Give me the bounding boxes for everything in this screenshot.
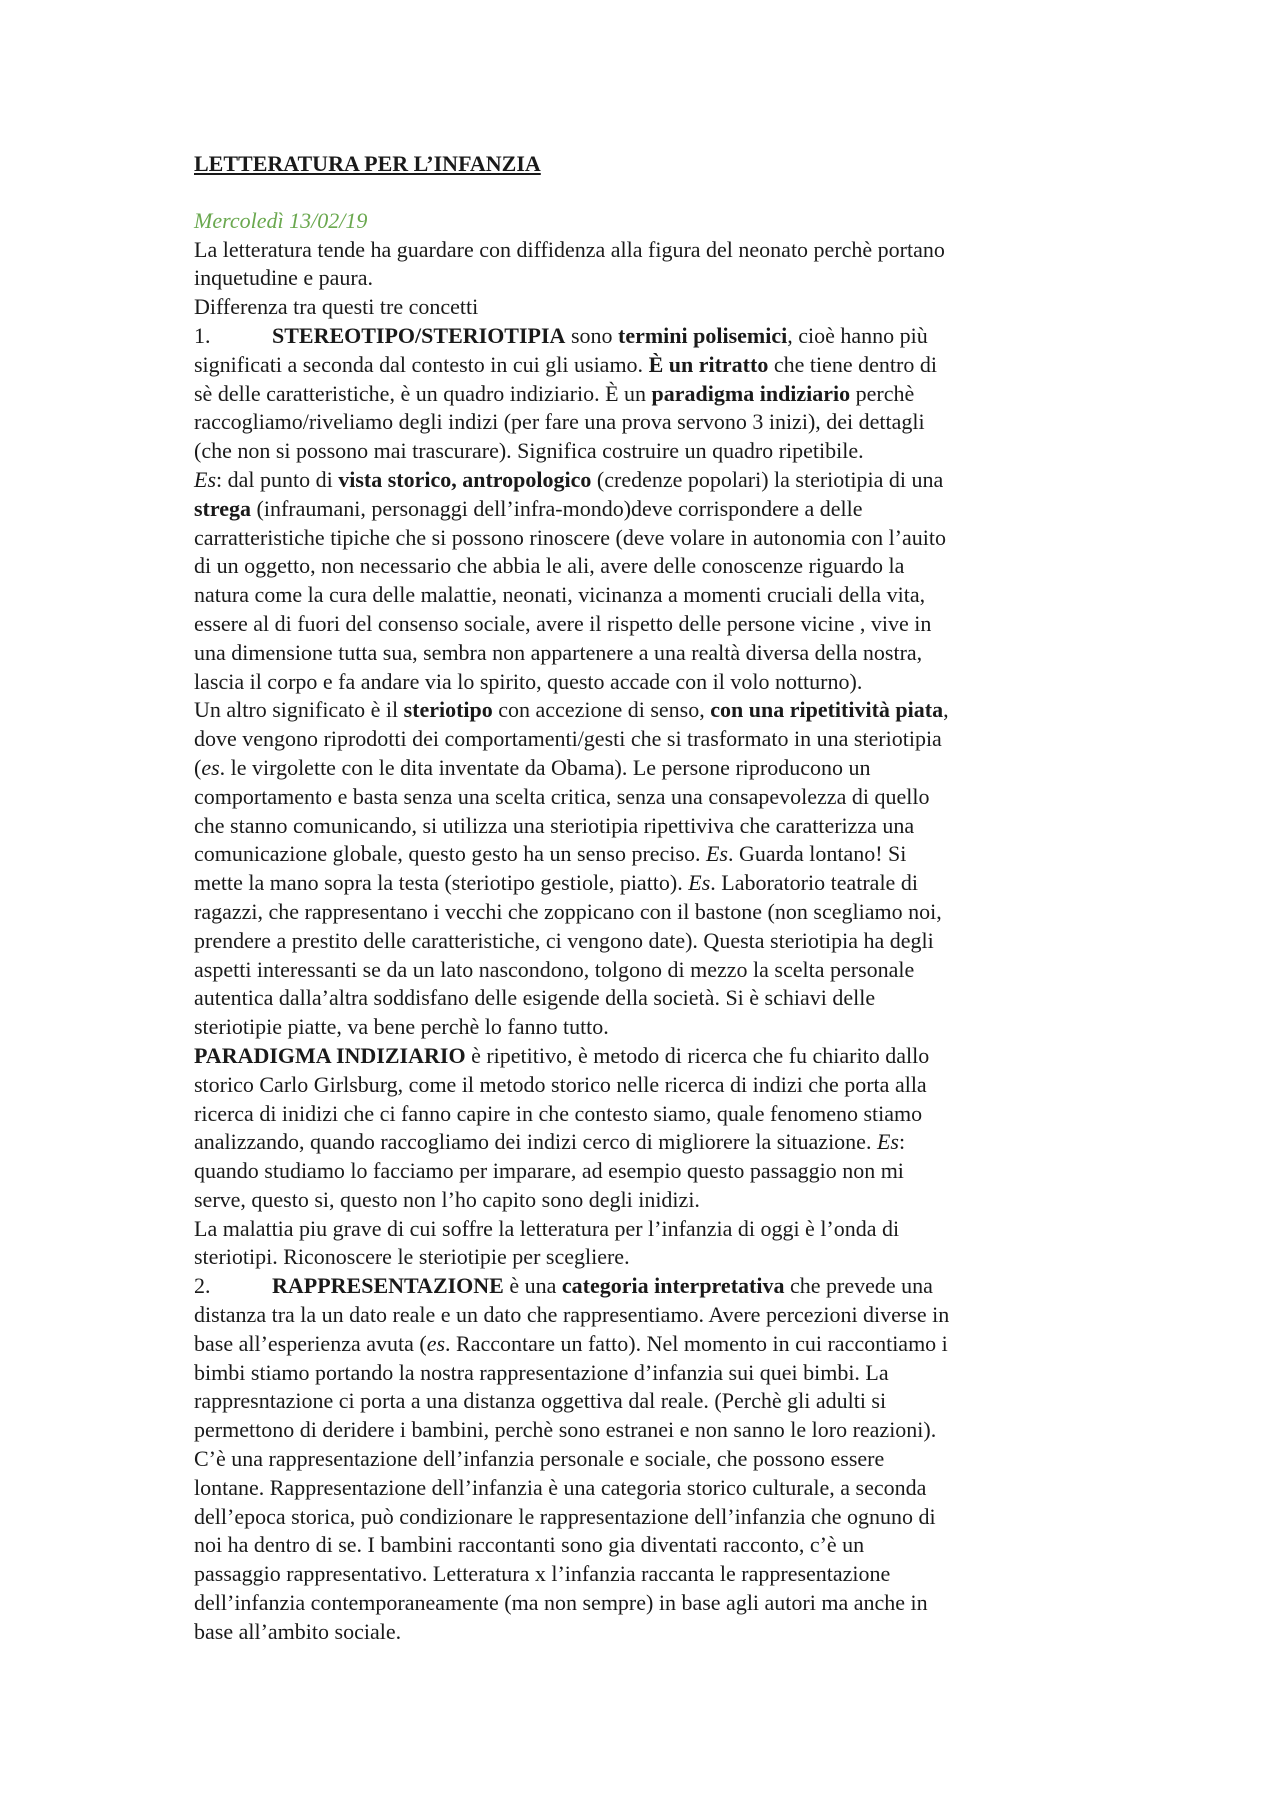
italic-text: Es <box>705 841 728 867</box>
text-segment: . Raccontare un fatto). Nel momento in cui raccontiamo i <box>445 1330 948 1356</box>
bold-text: RAPPRESENTAZIONE <box>272 1273 504 1299</box>
document-title: LETTERATURA PER L’INFANZIA <box>194 151 541 176</box>
text-segment: perchè <box>850 380 915 406</box>
text-line <box>194 984 1094 1013</box>
text-segment: La malattia piu grave di cui soffre la letteratura per l’infanzia di oggi è l’onda di <box>194 1215 900 1241</box>
list-number: 1. <box>194 322 211 348</box>
bold-text: strega <box>194 495 252 521</box>
text-line <box>194 754 1094 783</box>
text-segment: permettono di deridere i bambini, perchè sono estranei e non sanno le loro reazioni). <box>194 1417 937 1443</box>
text-segment: ( <box>194 754 202 780</box>
text-segment: lontane. Rappresentazione dell’infanzia è una categoria storico culturale, a seconda <box>194 1474 927 1500</box>
text-segment: una dimensione tutta sua, sembra non appartenere a una realtà diversa della nostra, <box>194 639 923 665</box>
text-line <box>194 1618 1094 1647</box>
text-segment: analizzando, quando raccogliamo dei indizi cerco di migliorere la situazione. <box>194 1129 877 1155</box>
text-segment: ricerca di inidizi che ci fanno capire in che contesto siamo, quale fenomeno stiamo <box>194 1100 923 1126</box>
text-line <box>194 1128 1094 1157</box>
text-segment: base all’esperienza avuta ( <box>194 1330 427 1356</box>
text-line <box>194 1301 1094 1330</box>
text-segment: è ripetitivo, è metodo di ricerca che fu chiarito dallo <box>465 1042 930 1068</box>
bold-text: STEREOTIPO/STERIOTIPIA <box>272 322 566 348</box>
text-line <box>194 293 1094 322</box>
text-segment: distanza tra la un dato reale e un dato che rappresentiamo. Avere percezioni diverse in <box>194 1302 950 1328</box>
text-line <box>194 668 1094 697</box>
text-segment: essere al di fuori del consenso sociale, avere il rispetto delle persone vicine , vive in <box>194 610 932 636</box>
text-segment: dell’epoca storica, può condizionare le rappresentazione dell’infanzia che ognuno di <box>194 1503 936 1529</box>
text-line <box>194 812 1094 841</box>
text-line <box>194 437 1094 466</box>
text-line <box>194 466 1094 495</box>
text-segment: . Guarda lontano! Si <box>727 841 907 867</box>
text-line <box>194 1071 1094 1100</box>
text-segment: raccogliamo/riveliamo degli indizi (per fare una prova servono 3 inizi), dei dettagli <box>194 409 925 435</box>
text-segment: inquetudine e paura. <box>194 265 373 291</box>
text-line <box>194 1387 1094 1416</box>
text-segment: passaggio rappresentativo. Letteratura x l’infanzia raccanta le rappresentazione <box>194 1561 891 1587</box>
bold-text: steriotipo <box>403 697 493 723</box>
text-line <box>194 581 1094 610</box>
text-segment: con accezione di senso, <box>492 697 711 723</box>
text-line <box>194 1272 1094 1301</box>
text-line <box>194 1100 1094 1129</box>
text-segment: natura come la cura delle malattie, neonati, vicinanza a momenti cruciali della vita, <box>194 582 926 608</box>
text-segment: steriotipi. Riconoscere le steriotipie per scegliere. <box>194 1244 630 1270</box>
bold-text: paradigma indiziario <box>651 380 851 406</box>
text-line <box>194 1013 1094 1042</box>
bold-text: termini polisemici <box>618 322 788 348</box>
text-line <box>194 1186 1094 1215</box>
text-line <box>194 1416 1094 1445</box>
text-line <box>194 1474 1094 1503</box>
text-line <box>194 1157 1094 1186</box>
text-line <box>194 1330 1094 1359</box>
text-segment: , <box>943 697 949 723</box>
text-segment: di un oggetto, non necessario che abbia le ali, avere delle conoscenze riguardo la <box>194 553 905 579</box>
text-line <box>194 1445 1094 1474</box>
text-line <box>194 898 1094 927</box>
text-segment: che stanno comunicando, si utilizza una steriotipia ripettiviva che caratterizza una <box>194 812 915 838</box>
text-line <box>194 1359 1094 1388</box>
text-segment: : <box>898 1129 906 1155</box>
text-line <box>194 380 1094 409</box>
text-line <box>194 1531 1094 1560</box>
bold-text: vista storico, antropologico <box>338 466 592 492</box>
text-segment: carratteristiche tipiche che si possono rinoscere (deve volare in autonomia con l’auito <box>194 524 946 550</box>
bold-text: PARADIGMA INDIZIARIO <box>194 1042 466 1068</box>
text-line <box>194 236 1094 265</box>
text-line <box>194 956 1094 985</box>
text-line <box>194 610 1094 639</box>
text-line <box>194 869 1094 898</box>
text-segment: (che non si possono mai trascurare). Significa costruire un quadro ripetibile. <box>194 438 864 464</box>
text-segment: comportamento e basta senza una scelta critica, senza una consapevolezza di quello <box>194 783 930 809</box>
text-segment: che tiene dentro di <box>768 351 937 377</box>
list-number: 2. <box>194 1273 211 1299</box>
document-body <box>194 236 1094 1647</box>
text-segment: lascia il corpo e fa andare via lo spirito, questo accade con il volo notturno). <box>194 668 863 694</box>
italic-text: Es <box>688 870 711 896</box>
italic-text: es <box>201 754 220 780</box>
text-segment: Differenza tra questi tre concetti <box>194 294 479 320</box>
text-segment: rappresntazione ci porta a una distanza oggettiva dal reale. (Perchè gli adulti si <box>194 1388 887 1414</box>
italic-text: Es <box>194 466 216 492</box>
text-line <box>194 1243 1094 1272</box>
text-line <box>194 1042 1094 1071</box>
text-segment: Un altro significato è il <box>194 697 404 723</box>
text-segment: è una <box>503 1273 562 1299</box>
text-line <box>194 351 1094 380</box>
text-line <box>194 696 1094 725</box>
text-line <box>194 840 1094 869</box>
text-segment: quando studiamo lo facciamo per imparare, ad esempio questo passaggio non mi <box>194 1158 904 1184</box>
text-segment: (infraumani, personaggi dell’infra-mondo)deve corrispondere a delle <box>251 495 863 521</box>
text-segment: significati a seconda dal contesto in cui gli usiamo. <box>194 351 649 377</box>
text-segment: sè delle caratteristiche, è un quadro indiziario. È un <box>194 380 652 406</box>
text-line <box>194 495 1094 524</box>
text-line <box>194 1503 1094 1532</box>
text-segment: : dal punto di <box>216 466 339 492</box>
text-segment: prendere a prestito delle caratteristiche, ci vengono date). Questa steriotipia ha degli <box>194 927 934 953</box>
text-line <box>194 1589 1094 1618</box>
text-line <box>194 927 1094 956</box>
text-segment: steriotipie piatte, va bene perchè lo fanno tutto. <box>194 1014 609 1040</box>
text-segment: autentica dalla’altra soddisfano delle esigende della società. Si è schiavi delle <box>194 985 876 1011</box>
text-line <box>194 524 1094 553</box>
text-segment: serve, questo si, questo non l’ho capito sono degli inidizi. <box>194 1186 700 1212</box>
text-segment: La letteratura tende ha guardare con diffidenza alla figura del neonato perchè portano <box>194 236 945 262</box>
document-page <box>194 150 1094 1647</box>
text-line <box>194 1560 1094 1589</box>
text-segment: (credenze popolari) la steriotipia di una <box>591 466 944 492</box>
text-segment: . Laboratorio teatrale di <box>710 870 918 896</box>
text-line <box>194 639 1094 668</box>
text-segment: bimbi stiamo portando la nostra rappresentazione d’infanzia sui quei bimbi. La <box>194 1359 889 1385</box>
text-segment: , cioè hanno più <box>787 322 928 348</box>
italic-text: es <box>426 1330 446 1356</box>
text-segment: sono <box>565 322 618 348</box>
text-line <box>194 783 1094 812</box>
text-line <box>194 264 1094 293</box>
text-segment: mette la mano sopra la testa (steriotipo gestiole, piatto). <box>194 870 689 896</box>
text-line <box>194 1215 1094 1244</box>
text-segment: base all’ambito sociale. <box>194 1618 402 1644</box>
text-segment: noi ha dentro di se. I bambini raccontanti sono gia diventati racconto, c’è un <box>194 1532 865 1558</box>
text-segment: dove vengono riprodotti dei comportamenti/gesti che si trasformato in una steriotipia <box>194 726 942 752</box>
italic-text: Es <box>876 1129 899 1155</box>
text-segment: . le virgolette con le dita inventate da Obama). Le persone riproducono un <box>219 754 871 780</box>
bold-text: È un ritratto <box>648 351 769 377</box>
text-segment: ragazzi, che rappresentano i vecchi che zoppicano con il bastone (non scegliamo noi, <box>194 898 942 924</box>
text-line <box>194 322 1094 351</box>
text-line <box>194 552 1094 581</box>
text-line <box>194 725 1094 754</box>
text-segment: C’è una rappresentazione dell’infanzia personale e sociale, che possono essere <box>194 1446 885 1472</box>
text-line <box>194 408 1094 437</box>
text-segment: comunicazione globale, questo gesto ha un senso preciso. <box>194 841 706 867</box>
lecture-date: Mercoledì 13/02/19 <box>194 207 368 233</box>
bold-text: con una ripetitività piata <box>710 697 944 723</box>
bold-text: categoria interpretativa <box>561 1273 785 1299</box>
text-segment: aspetti interessanti se da un lato nascondono, tolgono di mezzo la scelta personale <box>194 956 915 982</box>
text-segment: storico Carlo Girlsburg, come il metodo storico nelle ricerca di indizi che porta alla <box>194 1071 927 1097</box>
text-segment: dell’infanzia contemporaneamente (ma non sempre) in base agli autori ma anche in <box>194 1590 928 1616</box>
text-segment: che prevede una <box>784 1273 933 1299</box>
